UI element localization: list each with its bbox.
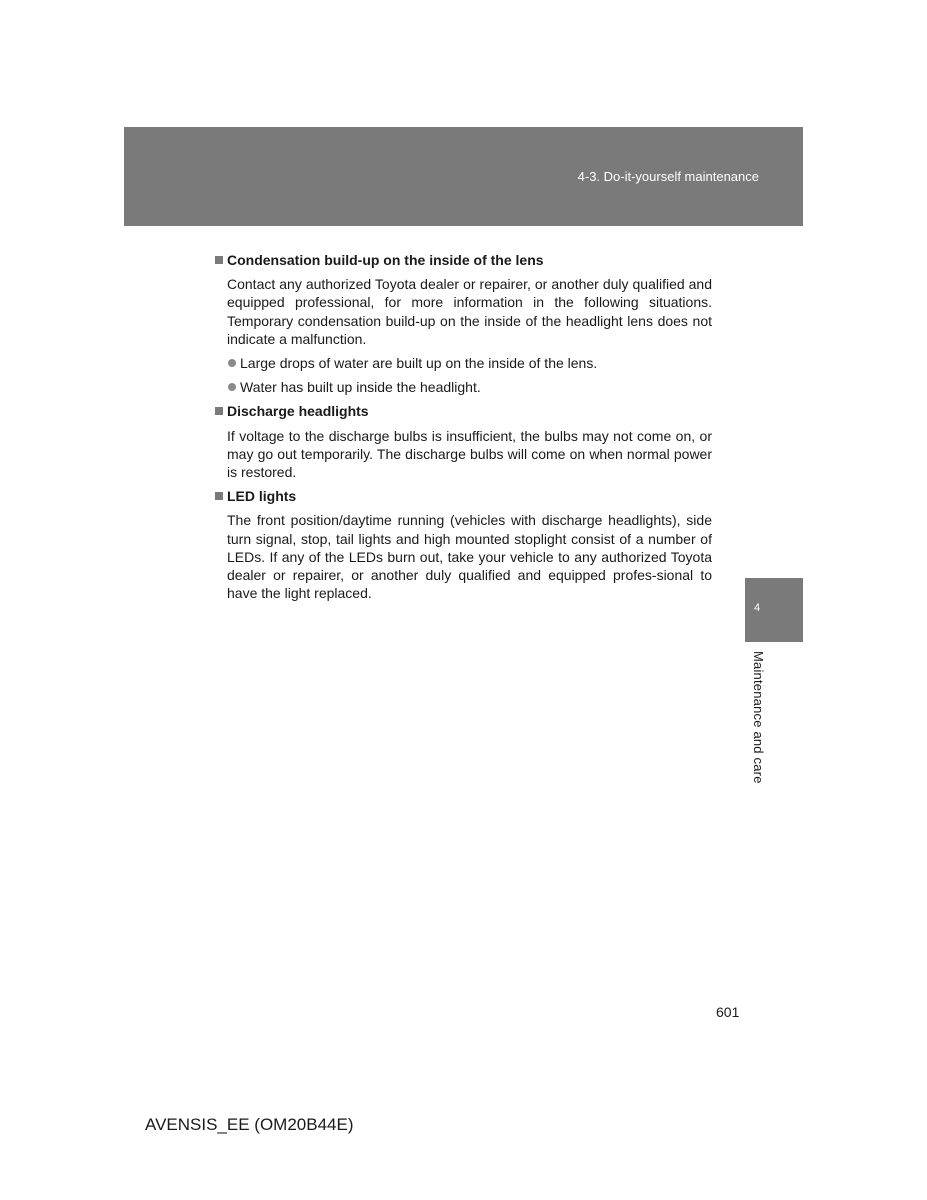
section-heading-led — [215, 487, 712, 505]
header-band — [124, 127, 803, 226]
round-bullet-icon — [228, 383, 236, 391]
section-heading-condensation — [215, 251, 712, 269]
page-number: 601 — [716, 1004, 740, 1020]
round-bullet-icon — [228, 359, 236, 367]
chapter-label: Maintenance and care — [751, 651, 766, 784]
paragraph-led: The front position/daytime running (vehicles with discharge headlights), side turn signal, stop, tail lights and high mounted stoplight consist of a number of LEDs. If any of the LEDs burn out, take your vehicle to any authorized Toyota dealer or repairer, or another duly qualified and equipped profes-sional to have the light replaced. — [227, 512, 712, 602]
square-bullet-icon — [215, 407, 223, 415]
section-heading-discharge — [215, 402, 712, 420]
heading-text: Condensation build-up on the inside of the lens — [227, 252, 544, 268]
page-content — [215, 251, 712, 608]
model-code: AVENSIS_EE (OM20B44E) — [145, 1115, 354, 1134]
list-item-text: Large drops of water are built up on the inside of the lens. — [240, 355, 598, 372]
section-title: 4-3. Do-it-yourself maintenance — [577, 169, 759, 184]
list-item — [227, 378, 712, 396]
chapter-tab — [745, 578, 803, 642]
list-item-text: Water has built up inside the headlight. — [240, 379, 481, 396]
square-bullet-icon — [215, 492, 223, 500]
paragraph-condensation: Contact any authorized Toyota dealer or repairer, or another duly qualified and equipped professional, for more information in the following situations. Temporary condensation build-up on the inside of the headlight lens does not indicate a malfunction. — [227, 276, 712, 347]
square-bullet-icon — [215, 256, 223, 264]
chapter-number: 4 — [754, 602, 761, 614]
list-item — [227, 354, 712, 372]
paragraph-discharge: If voltage to the discharge bulbs is insufficient, the bulbs may not come on, or may go out temporarily. The discharge bulbs will come on when normal power is restored. — [227, 427, 712, 481]
heading-text: Discharge headlights — [227, 403, 369, 420]
heading-text: LED lights — [227, 488, 297, 505]
